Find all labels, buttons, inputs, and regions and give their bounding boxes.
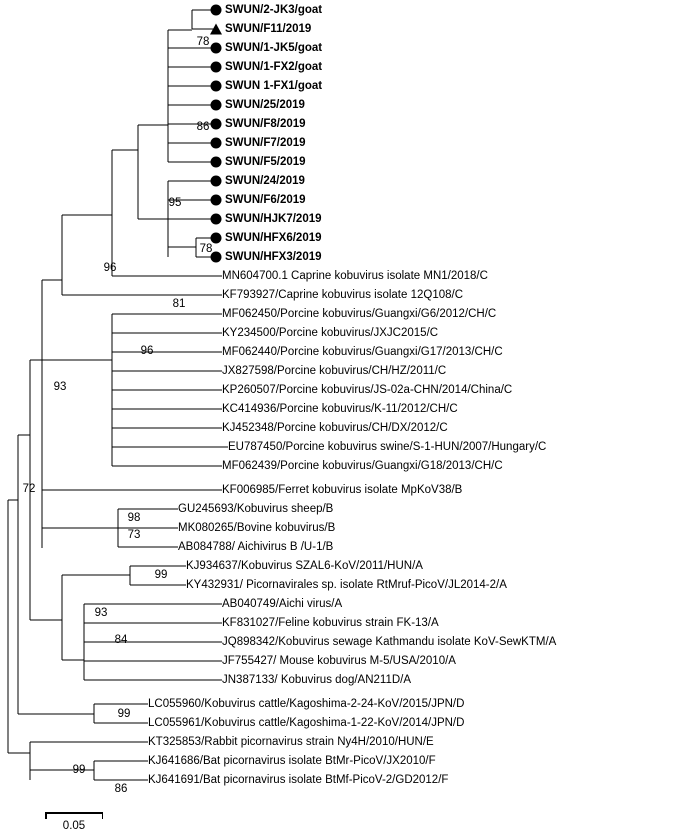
bootstrap-support-value: 99 bbox=[154, 569, 168, 581]
taxon-label: SWUN/1-JK5/goat bbox=[225, 42, 323, 54]
bootstrap-support-value: 86 bbox=[196, 121, 210, 133]
taxon-label: KP260507/Porcine kobuvirus/JS-02a-CHN/2014/China/C bbox=[222, 384, 513, 396]
taxon-label: SWUN/HFX6/2019 bbox=[225, 232, 322, 244]
taxon-label: SWUN/HFX3/2019 bbox=[225, 251, 322, 263]
taxon-label: KY432931/ Picornavirales sp. isolate RtMruf-PicoV/JL2014-2/A bbox=[186, 579, 507, 591]
taxon-label: AB040749/Aichi virus/A bbox=[222, 598, 343, 610]
filled-circle-icon bbox=[211, 62, 222, 73]
scale-bar-line bbox=[45, 812, 103, 814]
taxon-label: KF831027/Feline kobuvirus strain FK-13/A bbox=[222, 617, 439, 629]
filled-circle-icon bbox=[211, 5, 222, 16]
bootstrap-support-value: 78 bbox=[199, 243, 213, 255]
taxon-label: SWUN/F11/2019 bbox=[225, 23, 312, 35]
taxon-label: KJ934637/Kobuvirus SZAL6-KoV/2011/HUN/A bbox=[186, 560, 423, 572]
bootstrap-support-value: 98 bbox=[127, 512, 141, 524]
bootstrap-support-value: 96 bbox=[140, 345, 154, 357]
taxon-label: SWUN/HJK7/2019 bbox=[225, 213, 322, 225]
scale-bar-tick-left bbox=[45, 812, 47, 819]
taxon-label: SWUN/2-JK3/goat bbox=[225, 4, 323, 16]
bootstrap-support-value: 99 bbox=[117, 708, 131, 720]
bootstrap-support-value: 93 bbox=[53, 381, 67, 393]
taxon-label: JX827598/Porcine kobuvirus/CH/HZ/2011/C bbox=[222, 365, 447, 377]
taxon-label: MF062450/Porcine kobuvirus/Guangxi/G6/2012/CH/C bbox=[222, 308, 497, 320]
taxon-label: MN604700.1 Caprine kobuvirus isolate MN1/2018/C bbox=[222, 270, 488, 282]
taxon-label: LC055961/Kobuvirus cattle/Kagoshima-1-22-KoV/2014/JPN/D bbox=[148, 717, 465, 729]
filled-triangle-icon bbox=[210, 24, 222, 35]
taxon-label: LC055960/Kobuvirus cattle/Kagoshima-2-24-KoV/2015/JPN/D bbox=[148, 698, 465, 710]
filled-circle-icon bbox=[211, 138, 222, 149]
taxon-label: KT325853/Rabbit picornavirus strain Ny4H/2010/HUN/E bbox=[148, 736, 434, 748]
taxon-label: SWUN/1-FX2/goat bbox=[225, 61, 323, 73]
taxon-label: KF793927/Caprine kobuvirus isolate 12Q108/C bbox=[222, 289, 464, 301]
filled-circle-icon bbox=[211, 100, 222, 111]
taxon-label: JF755427/ Mouse kobuvirus M-5/USA/2010/A bbox=[222, 655, 456, 667]
taxon-label: MK080265/Bovine kobuvirus/B bbox=[178, 522, 336, 534]
taxon-label: JN387133/ Kobuvirus dog/AN211D/A bbox=[222, 674, 412, 686]
filled-circle-icon bbox=[211, 81, 222, 92]
taxon-label: GU245693/Kobuvirus sheep/B bbox=[178, 503, 334, 515]
scale-bar bbox=[45, 812, 103, 832]
taxon-label: SWUN/F8/2019 bbox=[225, 118, 306, 130]
filled-circle-icon bbox=[211, 195, 222, 206]
bootstrap-support-value: 95 bbox=[168, 197, 182, 209]
taxon-label: SWUN/25/2019 bbox=[225, 99, 305, 111]
filled-circle-icon bbox=[211, 214, 222, 225]
taxon-label: SWUN 1-FX1/goat bbox=[225, 80, 323, 92]
bootstrap-support-value: 78 bbox=[196, 36, 210, 48]
bootstrap-support-value: 81 bbox=[172, 298, 186, 310]
scale-bar-tick-right bbox=[102, 812, 104, 819]
taxon-label: KC414936/Porcine kobuvirus/K-11/2012/CH/C bbox=[222, 403, 458, 415]
bootstrap-support-value: 84 bbox=[114, 634, 128, 646]
taxon-label: KJ641686/Bat picornavirus isolate BtMr-PicoV/JX2010/F bbox=[148, 755, 436, 767]
taxon-label: MF062439/Porcine kobuvirus/Guangxi/G18/2013/CH/C bbox=[222, 460, 503, 472]
filled-circle-icon bbox=[211, 119, 222, 130]
taxon-label: MF062440/Porcine kobuvirus/Guangxi/G17/2013/CH/C bbox=[222, 346, 503, 358]
bootstrap-support-value: 73 bbox=[127, 529, 141, 541]
bootstrap-support-value: 86 bbox=[114, 783, 128, 795]
taxon-label: SWUN/F5/2019 bbox=[225, 156, 306, 168]
taxon-label: JQ898342/Kobuvirus sewage Kathmandu isolate KoV-SewKTM/A bbox=[222, 636, 557, 648]
filled-circle-icon bbox=[211, 157, 222, 168]
taxon-label: SWUN/F7/2019 bbox=[225, 137, 306, 149]
taxon-label: AB084788/ Aichivirus B /U-1/B bbox=[178, 541, 334, 553]
bootstrap-support-value: 72 bbox=[22, 483, 36, 495]
taxon-label: KJ452348/Porcine kobuvirus/CH/DX/2012/C bbox=[222, 422, 448, 434]
taxon-label: SWUN/24/2019 bbox=[225, 175, 305, 187]
taxon-label: KF006985/Ferret kobuvirus isolate MpKoV38/B bbox=[222, 484, 463, 496]
filled-circle-icon bbox=[211, 176, 222, 187]
bootstrap-support-value: 99 bbox=[72, 764, 86, 776]
scale-bar-label: 0.05 bbox=[62, 820, 86, 832]
taxon-label: KY234500/Porcine kobuvirus/JXJC2015/C bbox=[222, 327, 439, 339]
bootstrap-support-value: 96 bbox=[103, 262, 117, 274]
filled-circle-icon bbox=[211, 233, 222, 244]
taxon-label: KJ641691/Bat picornavirus isolate BtMf-PicoV-2/GD2012/F bbox=[148, 774, 449, 786]
taxon-label: EU787450/Porcine kobuvirus swine/S-1-HUN/2007/Hungary/C bbox=[228, 441, 547, 453]
bootstrap-support-value: 93 bbox=[94, 607, 108, 619]
taxon-label: SWUN/F6/2019 bbox=[225, 194, 306, 206]
filled-circle-icon bbox=[211, 43, 222, 54]
